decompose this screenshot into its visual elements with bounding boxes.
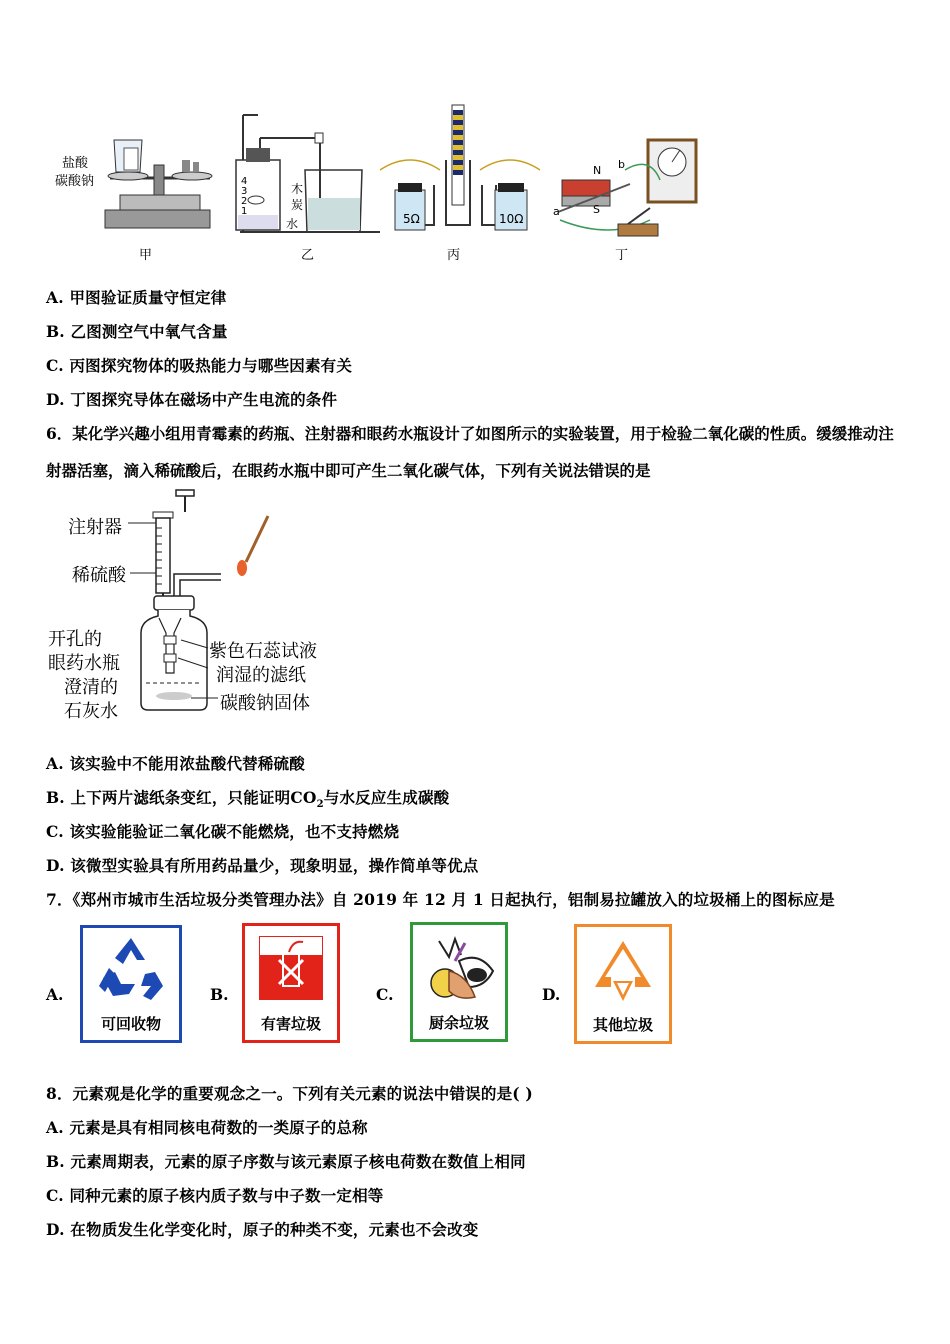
- q8-option-a: A. 元素是具有相同核电荷数的一类原子的总称: [46, 1118, 368, 1137]
- q6-option-c: C. 该实验能验证二氧化碳不能燃烧，也不支持燃烧: [46, 822, 400, 841]
- caption-bing: 丙: [447, 248, 461, 263]
- recyclable-label: 可回收物: [100, 1015, 161, 1033]
- label-mark-3: 3: [241, 186, 248, 197]
- q5-option-c: C. 丙图探究物体的吸热能力与哪些因素有关: [46, 356, 353, 375]
- recyclable-bin-icon: [80, 925, 182, 1043]
- label-n-pole: N: [593, 164, 602, 177]
- label-s-pole: S: [593, 203, 600, 216]
- food-scraps-icon: [419, 931, 501, 1007]
- label-limewater-line1: 澄清的: [64, 677, 118, 698]
- q7-option-c-letter: C.: [376, 985, 394, 1004]
- label-mark-1: 1: [241, 206, 248, 217]
- label-limewater-line2: 石灰水: [64, 701, 118, 722]
- label-mark-2: 2: [241, 196, 248, 207]
- kitchen-waste-bin-icon: [410, 922, 508, 1042]
- q8-option-d: D. 在物质发生化学变化时，原子的种类不变，元素也不会改变: [46, 1220, 479, 1239]
- q7-option-d-letter: D.: [542, 985, 561, 1004]
- label-bottle-line1: 开孔的: [48, 629, 102, 650]
- kitchen-waste-label: 厨余垃圾: [428, 1014, 489, 1032]
- label-a: a: [553, 205, 560, 218]
- hazardous-bin-icon: [242, 923, 340, 1043]
- caption-ding: 丁: [615, 248, 629, 263]
- q5-option-d: D. 丁图探究导体在磁场中产生电流的条件: [46, 390, 338, 409]
- hazardous-battery-icon: [259, 936, 323, 1000]
- other-waste-triangle-icon: [591, 937, 655, 1003]
- q5-option-a: A. 甲图验证质量守恒定律: [46, 288, 227, 307]
- label-b: b: [618, 158, 625, 171]
- label-sodium-carbonate: 碳酸钠: [55, 174, 95, 189]
- label-dilute-acid: 稀硫酸: [72, 565, 126, 586]
- label-tan: 炭: [291, 198, 304, 212]
- q5-option-b: B. 乙图测空气中氧气含量: [46, 322, 228, 341]
- induction-figure: [558, 140, 696, 236]
- caption-yi: 乙: [301, 248, 315, 263]
- q8-option-c: C. 同种元素的原子核内质子数与中子数一定相等: [46, 1186, 384, 1205]
- label-bottle-line2: 眼药水瓶: [48, 653, 120, 674]
- label-hydrochloric-acid: 盐酸: [62, 156, 89, 171]
- other-waste-label: 其他垃圾: [592, 1016, 653, 1034]
- balance-figure: [105, 140, 212, 228]
- q6-option-b: B. 上下两片滤纸条变红，只能证明$CO_2$与水反应生成碳酸: [46, 788, 450, 811]
- hazardous-label: 有害垃圾: [260, 1015, 321, 1033]
- label-sodium-carbonate-solid: 碳酸钠固体: [220, 693, 310, 714]
- label-litmus-line2: 润湿的滤纸: [216, 665, 306, 686]
- recycle-arrows-icon: [95, 934, 167, 1006]
- label-5-ohm: 5Ω: [403, 212, 420, 226]
- q7-option-b-letter: B.: [210, 985, 229, 1004]
- label-mu: 木: [291, 182, 304, 196]
- caption-jia: 甲: [139, 248, 153, 263]
- q8-option-b: B. 元素周期表，元素的原子序数与该元素原子核电荷数在数值上相同: [46, 1152, 526, 1171]
- label-litmus-line1: 紫色石蕊试液: [209, 641, 317, 662]
- q6-stem: 6．某化学兴趣小组用青霉素的药瓶、注射器和眼药水瓶设计了如图所示的实验装置，用于检验二氧化碳的性质。缓缓推动注射器活塞，滴入稀硫酸后，在眼药水瓶中即可产生二氧化碳气体，下列有关说法错误的是: [46, 424, 894, 480]
- label-mark-4: 4: [241, 176, 248, 187]
- q8-stem: 8．元素观是化学的重要观念之一。下列有关元素的说法中错误的是( ): [46, 1084, 533, 1103]
- label-10-ohm: 10Ω: [499, 212, 524, 226]
- q7-stem: 7．《郑州市城市生活垃圾分类管理办法》自 2019 年 12 月 1 日起执行，铝制易拉罐放入的垃圾桶上的图标应是: [46, 890, 835, 909]
- other-waste-bin-icon: [574, 924, 672, 1044]
- label-shui: 水: [286, 217, 299, 231]
- label-syringe: 注射器: [68, 517, 122, 538]
- q6-option-a: A. 该实验中不能用浓盐酸代替稀硫酸: [46, 754, 305, 773]
- q7-option-a-letter: A.: [46, 985, 64, 1004]
- oxygen-content-figure: [236, 115, 380, 232]
- q6-option-d: D. 该微型实验具有所用药品量少，现象明显，操作简单等优点: [46, 856, 479, 875]
